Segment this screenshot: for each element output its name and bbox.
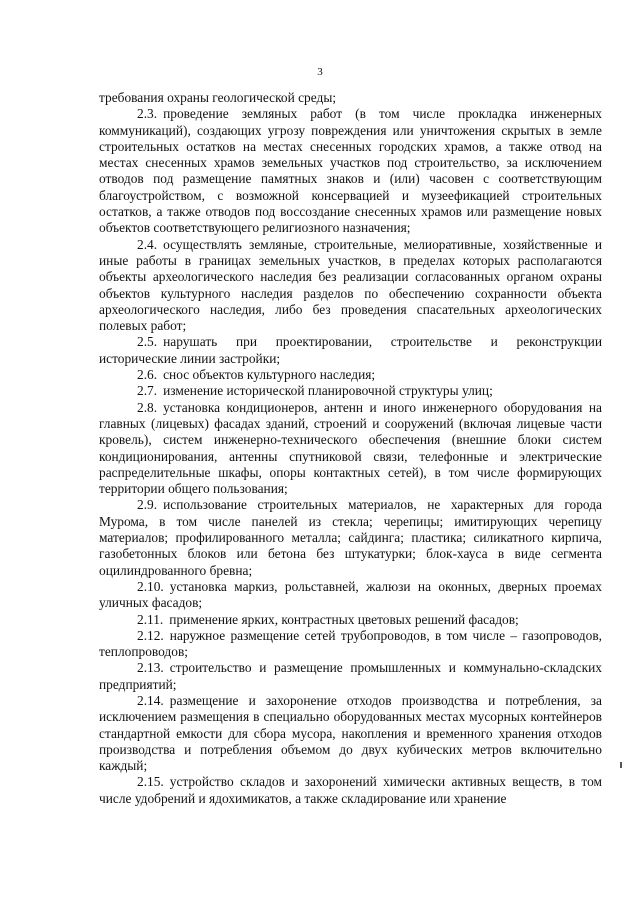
- clause-number: 2.10.: [137, 578, 164, 594]
- clause-number: 2.6.: [137, 367, 158, 383]
- paragraph: [99, 660, 602, 693]
- paragraph: [99, 774, 602, 807]
- paragraph: [99, 497, 602, 578]
- paragraph: [99, 334, 602, 367]
- paragraph: [99, 612, 602, 628]
- clause-text: снос объектов культурного наследия;: [163, 367, 376, 383]
- clause-number: 2.15.: [137, 774, 164, 790]
- clause-text: установка кондиционеров, антенн и иного инженерного оборудования на главных (лицевых) фасадах зданий, строений и сооружений (включая лицевые части кровель), систем инженерно-технического обеспечения (внешние блоки систем кондиционирования, антенны спутниковой связи, телефонные и электрические распределительные шкафы, опоры контактных сетей), в том числе формирующих территории общего пользования;: [99, 399, 602, 497]
- paragraph: [99, 90, 602, 106]
- clause-number: 2.4.: [137, 236, 158, 252]
- clause-number: 2.3.: [137, 106, 158, 122]
- paragraph: [99, 383, 602, 399]
- clause-text: размещение и захоронение отходов производства и потребления, за исключением размещения в специально оборудованных местах мусорных контейнеров стандартной емкости для сбора мусора, накопления и временного хранения отходов производства и потребления объемом до двух кубических метров включительно каждый;: [99, 692, 602, 774]
- clause-text: изменение исторической планировочной структуры улиц;: [163, 383, 493, 399]
- clause-text: использование строительных материалов, не характерных для города Мурома, в том числе панелей из стекла; черепицы; имитирующих черепицу материалов; профилированного металла; сайдинга; пластика; силикатного кирпича, газобетонных блоков или бетона без штукатурки; блок-хауса в виде сегмента оцилиндрованного бревна;: [99, 497, 602, 578]
- clause-number: 2.9.: [137, 497, 158, 513]
- clause-text: проведение земляных работ (в том числе прокладка инженерных коммуникаций), создающих угрозу повреждения или уничтожения скрытых в земле строительных остатков на местах снесенных городских храмов, а также отвод на местах снесенных храмов земельных участков под строительство, за исключением отводов под размещение памятных знаков и (или) часовен с соответствующим благоустройством, с возможной консервацией и музеефикацией строительных остатков, а также отводов под воссоздание снесенных храмов или размещение новых объектов соответствующего религиозного назначения;: [99, 106, 602, 236]
- clause-text: установка маркиз, рольставней, жалюзи на оконных, дверных проемах уличных фасадов;: [99, 578, 602, 611]
- paragraph: [99, 237, 602, 335]
- paragraph: [99, 579, 602, 612]
- clause-text: устройство складов и захоронений химически активных веществ, в том числе удобрений и ядохимикатов, а также складирование или хранение: [99, 774, 602, 806]
- page-number: 3: [317, 66, 323, 78]
- clause-text: строительство и размещение промышленных и коммунально-складских предприятий;: [99, 660, 602, 692]
- paragraph: [99, 106, 602, 236]
- document-body: [99, 90, 602, 807]
- clause-number: 2.14.: [137, 692, 164, 708]
- clause-text: требования охраны геологической среды;: [99, 90, 337, 105]
- clause-number: 2.12.: [137, 627, 164, 643]
- clause-text: нарушать при проектировании, строительстве и реконструкции исторические линии застройки;: [99, 334, 602, 366]
- paragraph: [99, 400, 602, 498]
- clause-number: 2.13.: [137, 660, 164, 676]
- paragraph: [99, 693, 602, 774]
- paragraph: [99, 628, 602, 661]
- paragraph: [99, 367, 602, 383]
- scan-mark: [620, 762, 622, 768]
- clause-number: 2.7.: [137, 383, 158, 399]
- clause-text: осуществлять земляные, строительные, мелиоративные, хозяйственные и иные работы в границах земельных участков, в пределах которых располагаются объекты археологического наследия без реализации согласованных органом охраны объектов культурного наследия разделов по обеспечению сохранности объекта археологического наследия, либо без проведения спасательных археологических полевых работ;: [99, 236, 602, 334]
- clause-number: 2.5.: [137, 334, 158, 350]
- clause-number: 2.11.: [137, 611, 164, 627]
- clause-text: наружное размещение сетей трубопроводов, в том числе – газопроводов, теплопроводов;: [99, 627, 602, 660]
- clause-text: применение ярких, контрастных цветовых решений фасадов;: [169, 611, 519, 627]
- clause-number: 2.8.: [137, 399, 158, 415]
